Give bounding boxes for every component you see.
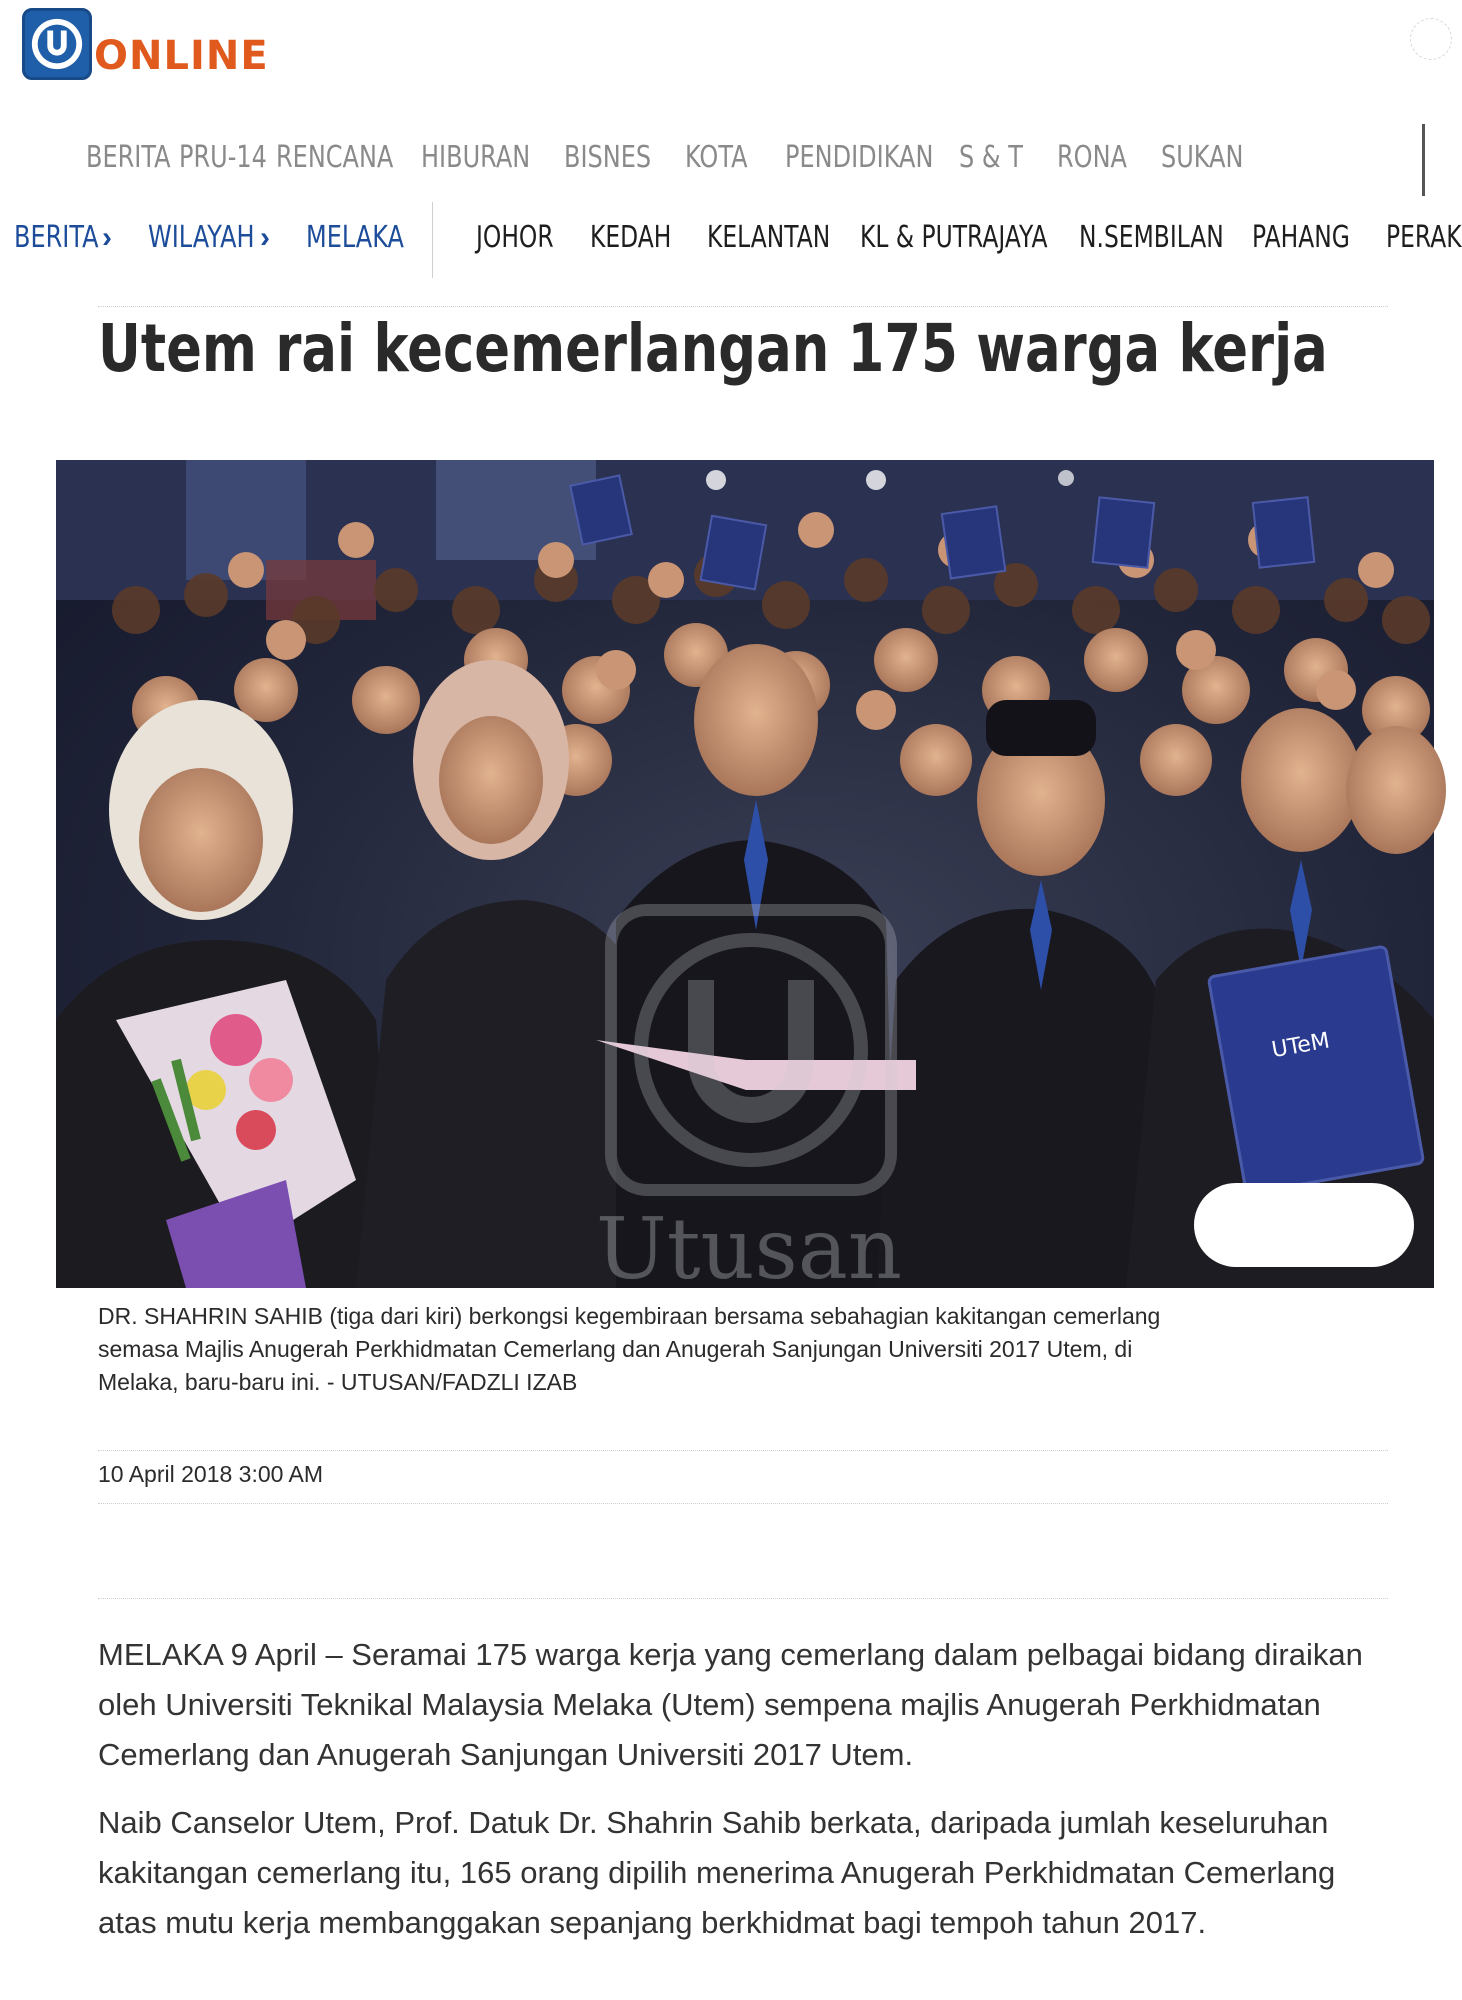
nav-item-rencana[interactable]: RENCANA xyxy=(276,140,394,175)
divider xyxy=(98,1503,1388,1504)
divider xyxy=(98,1450,1388,1451)
photo-badge[interactable] xyxy=(1194,1183,1414,1267)
corner-seal-icon xyxy=(1410,18,1452,60)
article-date: 10 April 2018 3:00 AM xyxy=(98,1461,324,1487)
nav-divider xyxy=(1422,124,1425,196)
breadcrumb-melaka[interactable]: MELAKA xyxy=(306,220,404,255)
article-photo[interactable] xyxy=(56,460,1434,1298)
article-paragraph: MELAKA 9 April – Seramai 175 warga kerja yang cemerlang dalam pelbagai bidang diraikan oleh Universiti Teknikal Malaysia Melaka (Utem) sempena majlis Anugerah Perkhidmatan Cemerlang dan Anugerah Sanjungan Universiti 2017 Utem. xyxy=(98,1637,1363,1772)
breadcrumb xyxy=(14,220,406,255)
state-item-perak[interactable]: PERAK xyxy=(1386,220,1462,255)
breadcrumb-berita[interactable]: BERITA xyxy=(14,220,99,255)
nav-item-sukan[interactable]: SUKAN xyxy=(1161,140,1244,175)
subnav-divider xyxy=(432,202,433,278)
nav-item-hiburan[interactable]: HIBURAN xyxy=(421,140,531,175)
logo-text: ONLINE xyxy=(94,33,269,79)
breadcrumb-wilayah[interactable]: WILAYAH xyxy=(148,220,255,255)
nav-item-bisnes[interactable]: BISNES xyxy=(564,140,652,175)
nav-item-st[interactable]: S & T xyxy=(959,140,1023,175)
nav-item-rona[interactable]: RONA xyxy=(1057,140,1127,175)
photo-caption: DR. SHAHRIN SAHIB (tiga dari kiri) berkongsi kegembiraan bersama sebahagian kakitangan cemerlang semasa Majlis Anugerah Perkhidmatan Cemerlang dan Anugerah Sanjungan Universiti 2017 Utem, di Melaka, baru-baru ini. - UTUSAN/FADZLI IZAB xyxy=(98,1303,1161,1395)
state-item-pahang[interactable]: PAHANG xyxy=(1252,220,1350,255)
watermark-text: Utusan xyxy=(596,1200,902,1298)
logo-mark-icon xyxy=(22,8,92,80)
state-item-johor[interactable]: JOHOR xyxy=(476,220,554,255)
main-nav xyxy=(86,140,1271,175)
article-title: Utem rai kecemerlangan 175 warga kerja xyxy=(98,310,1328,387)
folder-label: UTeM xyxy=(1269,1028,1332,1064)
nav-item-kota[interactable]: KOTA xyxy=(685,140,748,175)
article-paragraph: Naib Canselor Utem, Prof. Datuk Dr. Shahrin Sahib berkata, daripada jumlah keseluruhan kakitangan cemerlang itu, 165 orang dipilih menerima Anugerah Perkhidmatan Cemerlang atas mutu kerja membanggakan sepanjang berkhidmat bagi tempoh tahun 2017. xyxy=(98,1805,1336,1940)
article-body xyxy=(98,1630,1398,1966)
state-item-nsembilan[interactable]: N.SEMBILAN xyxy=(1079,220,1224,255)
state-item-kelantan[interactable]: KELANTAN xyxy=(707,220,831,255)
divider xyxy=(98,306,1388,307)
divider xyxy=(98,1598,1388,1599)
nav-item-pendidikan[interactable]: PENDIDIKAN xyxy=(785,140,934,175)
nav-item-berita[interactable]: BERITA xyxy=(86,140,171,175)
chevron-right-icon: › xyxy=(102,220,112,254)
nav-item-pru14[interactable]: PRU-14 xyxy=(179,140,267,175)
state-item-kl-putrajaya[interactable]: KL & PUTRAJAYA xyxy=(860,220,1048,255)
state-item-kedah[interactable]: KEDAH xyxy=(590,220,672,255)
state-nav xyxy=(476,220,1462,255)
chevron-right-icon: › xyxy=(260,220,270,254)
site-logo[interactable] xyxy=(22,4,269,80)
